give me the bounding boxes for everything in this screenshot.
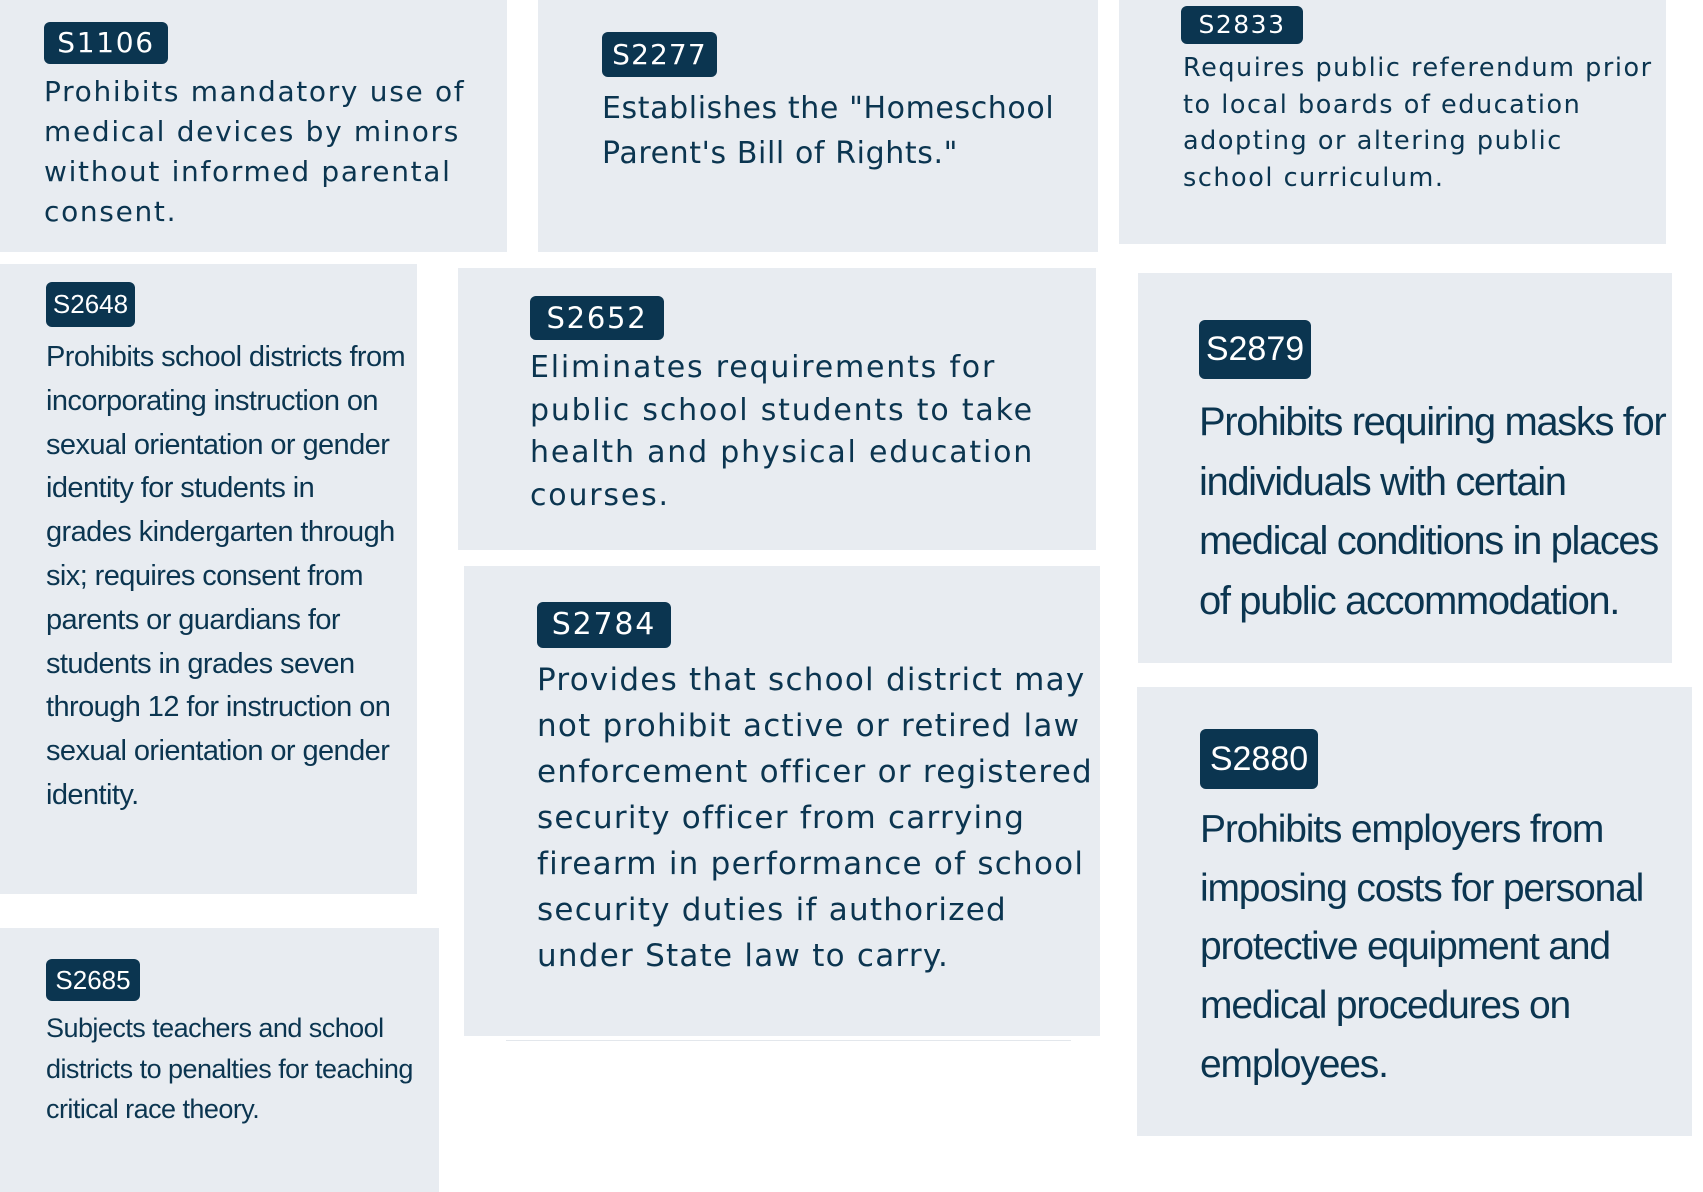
bill-number-badge: S2879 bbox=[1199, 320, 1311, 379]
bill-description: Subjects teachers and school districts to penalties for teaching critical race theory. bbox=[46, 1013, 413, 1125]
bill-number-badge: S2277 bbox=[602, 32, 717, 77]
bill-card-s2879 bbox=[1138, 273, 1672, 663]
bill-number-badge: S2880 bbox=[1200, 729, 1318, 789]
bill-number-badge: S1106 bbox=[44, 22, 168, 64]
bill-number-badge: S2685 bbox=[46, 959, 140, 1001]
bill-description: Prohibits mandatory use of medical devices by minors without informed parental consent. bbox=[44, 75, 466, 228]
bill-card-s2648 bbox=[0, 264, 417, 894]
bill-description: Prohibits school districts from incorporating instruction on sexual orientation or gender identity for students in grades kindergarten through six; requires consent from parents or guardians for students in grades seven through 12 for instruction on sexual orientation or gender identity. bbox=[46, 341, 406, 811]
bill-card-s2685 bbox=[0, 928, 439, 1192]
bill-number-badge: S2652 bbox=[530, 296, 664, 340]
bill-description: Provides that school district may not prohibit active or retired law enforcement officer or registered security officer from carrying firearm in performance of school security duties if authorized under State law to carry. bbox=[537, 662, 1093, 974]
bill-card-s2784 bbox=[464, 566, 1100, 1036]
bill-number-badge: S2784 bbox=[537, 602, 671, 648]
bill-number-badge: S2833 bbox=[1181, 6, 1303, 44]
bill-card-s2277 bbox=[538, 0, 1098, 252]
bill-description: Establishes the "Homeschool Parent's Bill of Rights." bbox=[602, 91, 1055, 171]
bill-card-s1106 bbox=[0, 0, 507, 252]
bill-description: Prohibits requiring masks for individuals with certain medical conditions in places of public accommodation. bbox=[1199, 400, 1666, 623]
bill-description: Eliminates requirements for public school students to take health and physical education courses. bbox=[530, 350, 1035, 513]
bill-description: Prohibits employers from imposing costs for personal protective equipment and medical procedures on employees. bbox=[1200, 808, 1644, 1086]
bill-number-badge: S2648 bbox=[46, 282, 135, 327]
bill-card-s2652 bbox=[458, 268, 1096, 550]
bill-card-s2880 bbox=[1137, 687, 1692, 1136]
divider-line bbox=[506, 1040, 1071, 1041]
bill-description: Requires public referendum prior to local boards of education adopting or altering public school curriculum. bbox=[1183, 53, 1653, 193]
bill-card-s2833 bbox=[1119, 0, 1666, 244]
